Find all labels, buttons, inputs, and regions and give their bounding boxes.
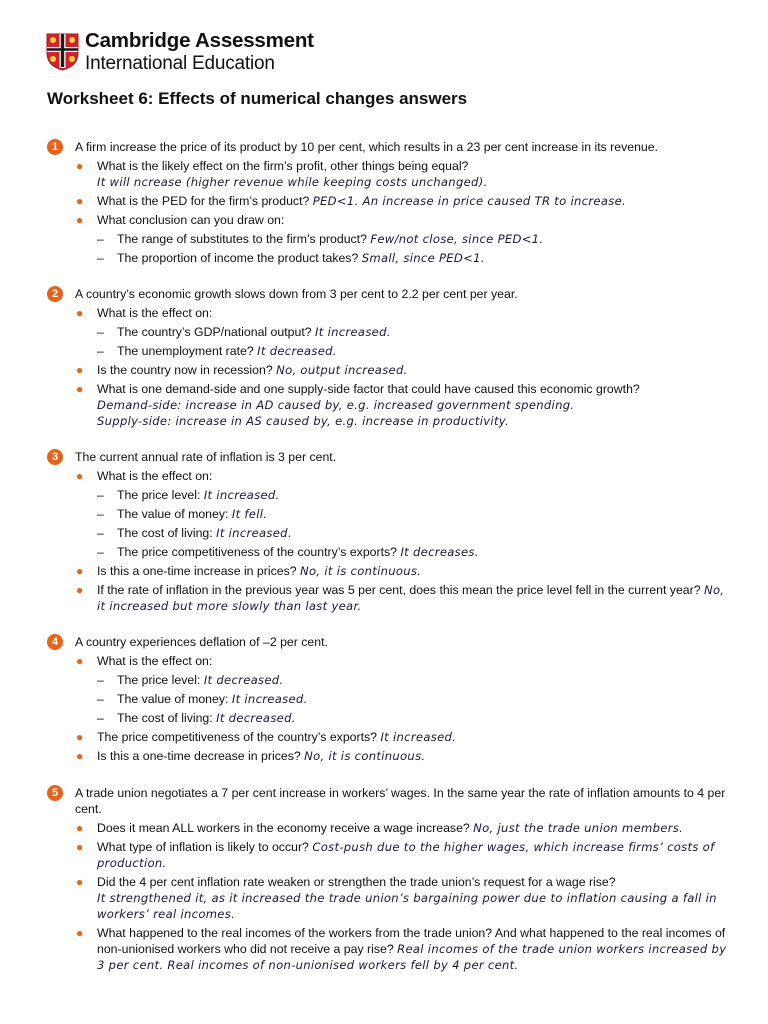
dash-marker: – [97,344,104,358]
answer-text: Supply-side: increase in AS caused by, e.g. increase in productivity. [97,414,510,428]
answer-text: It strengthened it, as it increased the trade union’s bargaining power due to inflation causing a fall in workers’ real incomes. [97,891,717,921]
bullet-text: The price competitiveness of the country’s exports? [97,730,378,744]
bullet-dot-icon: ● [76,363,84,377]
logo [46,31,314,73]
answer-text: No, it is continuous. [300,564,422,578]
question-number: 3 [47,449,63,465]
answer-text: No, just the trade union members. [473,821,684,835]
question-number: 2 [47,286,63,302]
bullet-text: What is the effect on: [97,469,213,483]
bullet-dot-icon: ● [76,583,84,597]
bullet-dot-icon: ● [76,469,84,483]
sub-bullet-text: The price level: [117,488,201,502]
answer-text: It decreased. [216,711,296,725]
bullet-dot-icon: ● [76,730,84,744]
question-number: 4 [47,634,63,650]
bullet-dot-icon: ● [76,382,84,396]
logo-name: Cambridge Assessment [85,29,314,52]
answer-text: It increased. [216,526,292,540]
sub-bullet-text: The range of substitutes to the firm’s product? [117,232,367,246]
bullet-text: Is this a one-time increase in prices? [97,564,297,578]
dash-marker: – [97,711,104,725]
bullet-dot-icon: ● [76,654,84,668]
bullet-dot-icon: ● [76,213,84,227]
answer-text: Real incomes of the trade union workers increased by 3 per cent. Real incomes of non-unionised workers fell by 4 per cent. [97,942,727,972]
answer-text: Few/not close, since PED<1. [370,232,544,246]
bullet-dot-icon: ● [76,564,84,578]
sub-bullet-text: The value of money: [117,507,229,521]
dash-marker: – [97,526,104,540]
answer-text: Cost-push due to the higher wages, which increase firms’ costs of production. [97,840,715,870]
dash-marker: – [97,692,104,706]
answer-text: It increased. [315,325,391,339]
answer-text: PED<1. An increase in price caused TR to increase. [312,194,627,208]
sub-bullet-text: The cost of living: [117,711,213,725]
question-text: A country experiences deflation of –2 per cent. [75,635,328,649]
answer-text: It will ncrease (higher revenue while keeping costs unchanged). [97,175,488,189]
bullet-text: What is the likely effect on the firm’s profit, other things being equal? [97,159,469,173]
answer-text: Demand-side: increase in AD caused by, e.g. increased government spending. [97,398,575,412]
dash-marker: – [97,488,104,502]
question-3 [47,449,727,614]
bullet-dot-icon: ● [76,926,84,940]
answer-text: No, it increased but more slowly than last year. [97,583,725,613]
sub-bullet-text: The cost of living: [117,526,213,540]
dash-marker: – [97,232,104,246]
sub-bullet-text: The proportion of income the product takes? [117,251,359,265]
sub-bullet-text: The country’s GDP/national output? [117,325,312,339]
dash-marker: – [97,545,104,559]
bullet-dot-icon: ● [76,159,84,173]
answer-text: It increased. [380,730,457,744]
bullet-text: Is this a one-time decrease in prices? [97,749,301,763]
question-text: A country’s economic growth slows down from 3 per cent to 2.2 per cent per year. [75,287,518,301]
answer-text: No, it is continuous. [304,749,426,763]
question-text: A firm increase the price of its product by 10 per cent, which results in a 23 per cent increase in its revenue. [75,140,659,154]
bullet-text: What is one demand-side and one supply-side factor that could have caused this economic growth? [97,382,640,396]
bullet-text: What happened to the real incomes of the workers from the trade union? And what happened to the real incomes of non-unionised workers who did not receive a pay rise? [97,926,726,956]
cambridge-crest-icon [46,33,79,71]
question-number: 5 [47,785,63,801]
answer-text: Small, since PED<1. [361,251,485,265]
bullet-dot-icon: ● [76,306,84,320]
bullet-text: Does it mean ALL workers in the economy receive a wage increase? [97,821,470,835]
bullet-dot-icon: ● [76,749,84,763]
answer-text: It decreases. [400,545,479,559]
bullet-text: Is the country now in recession? [97,363,273,377]
answer-text: It decreased. [257,344,337,358]
bullet-dot-icon: ● [76,821,84,835]
question-4 [47,634,727,764]
logo-subname: International Education [85,52,275,74]
bullet-dot-icon: ● [76,875,84,889]
bullet-text: What type of inflation is likely to occur? [97,840,309,854]
bullet-text: What is the effect on: [97,306,213,320]
bullet-dot-icon: ● [76,194,84,208]
question-1 [47,139,727,266]
bullet-dot-icon: ● [76,840,84,854]
dash-marker: – [97,507,104,521]
answer-text: It fell. [231,507,268,521]
answer-text: It increased. [203,488,280,502]
sub-bullet-text: The unemployment rate? [117,344,254,358]
sub-bullet-text: The price competitiveness of the country’s exports? [117,545,398,559]
bullet-text: What conclusion can you draw on: [97,213,285,227]
question-5 [47,785,727,973]
dash-marker: – [97,673,104,687]
bullet-text: What is the effect on: [97,654,213,668]
dash-marker: – [97,325,104,339]
dash-marker: – [97,251,104,265]
sub-bullet-text: The price level: [117,673,201,687]
question-text: A trade union negotiates a 7 per cent increase in workers’ wages. In the same year the rate of inflation amounts to 4 per cent. [75,786,726,816]
answer-text: It decreased. [203,673,284,687]
page-title: Worksheet 6: Effects of numerical changes answers [47,89,468,108]
question-2 [47,286,727,429]
answer-text: No, output increased. [276,363,408,377]
bullet-text: If the rate of inflation in the previous year was 5 per cent, does this mean the price level fell in the current year? [97,583,701,597]
bullet-text: What is the PED for the firm’s product? [97,194,310,208]
question-text: The current annual rate of inflation is 3 per cent. [75,450,337,464]
bullet-text: Did the 4 per cent inflation rate weaken or strengthen the trade union’s request for a wage rise? [97,875,616,889]
question-number: 1 [47,139,63,155]
sub-bullet-text: The value of money: [117,692,229,706]
answer-text: It increased. [231,692,308,706]
